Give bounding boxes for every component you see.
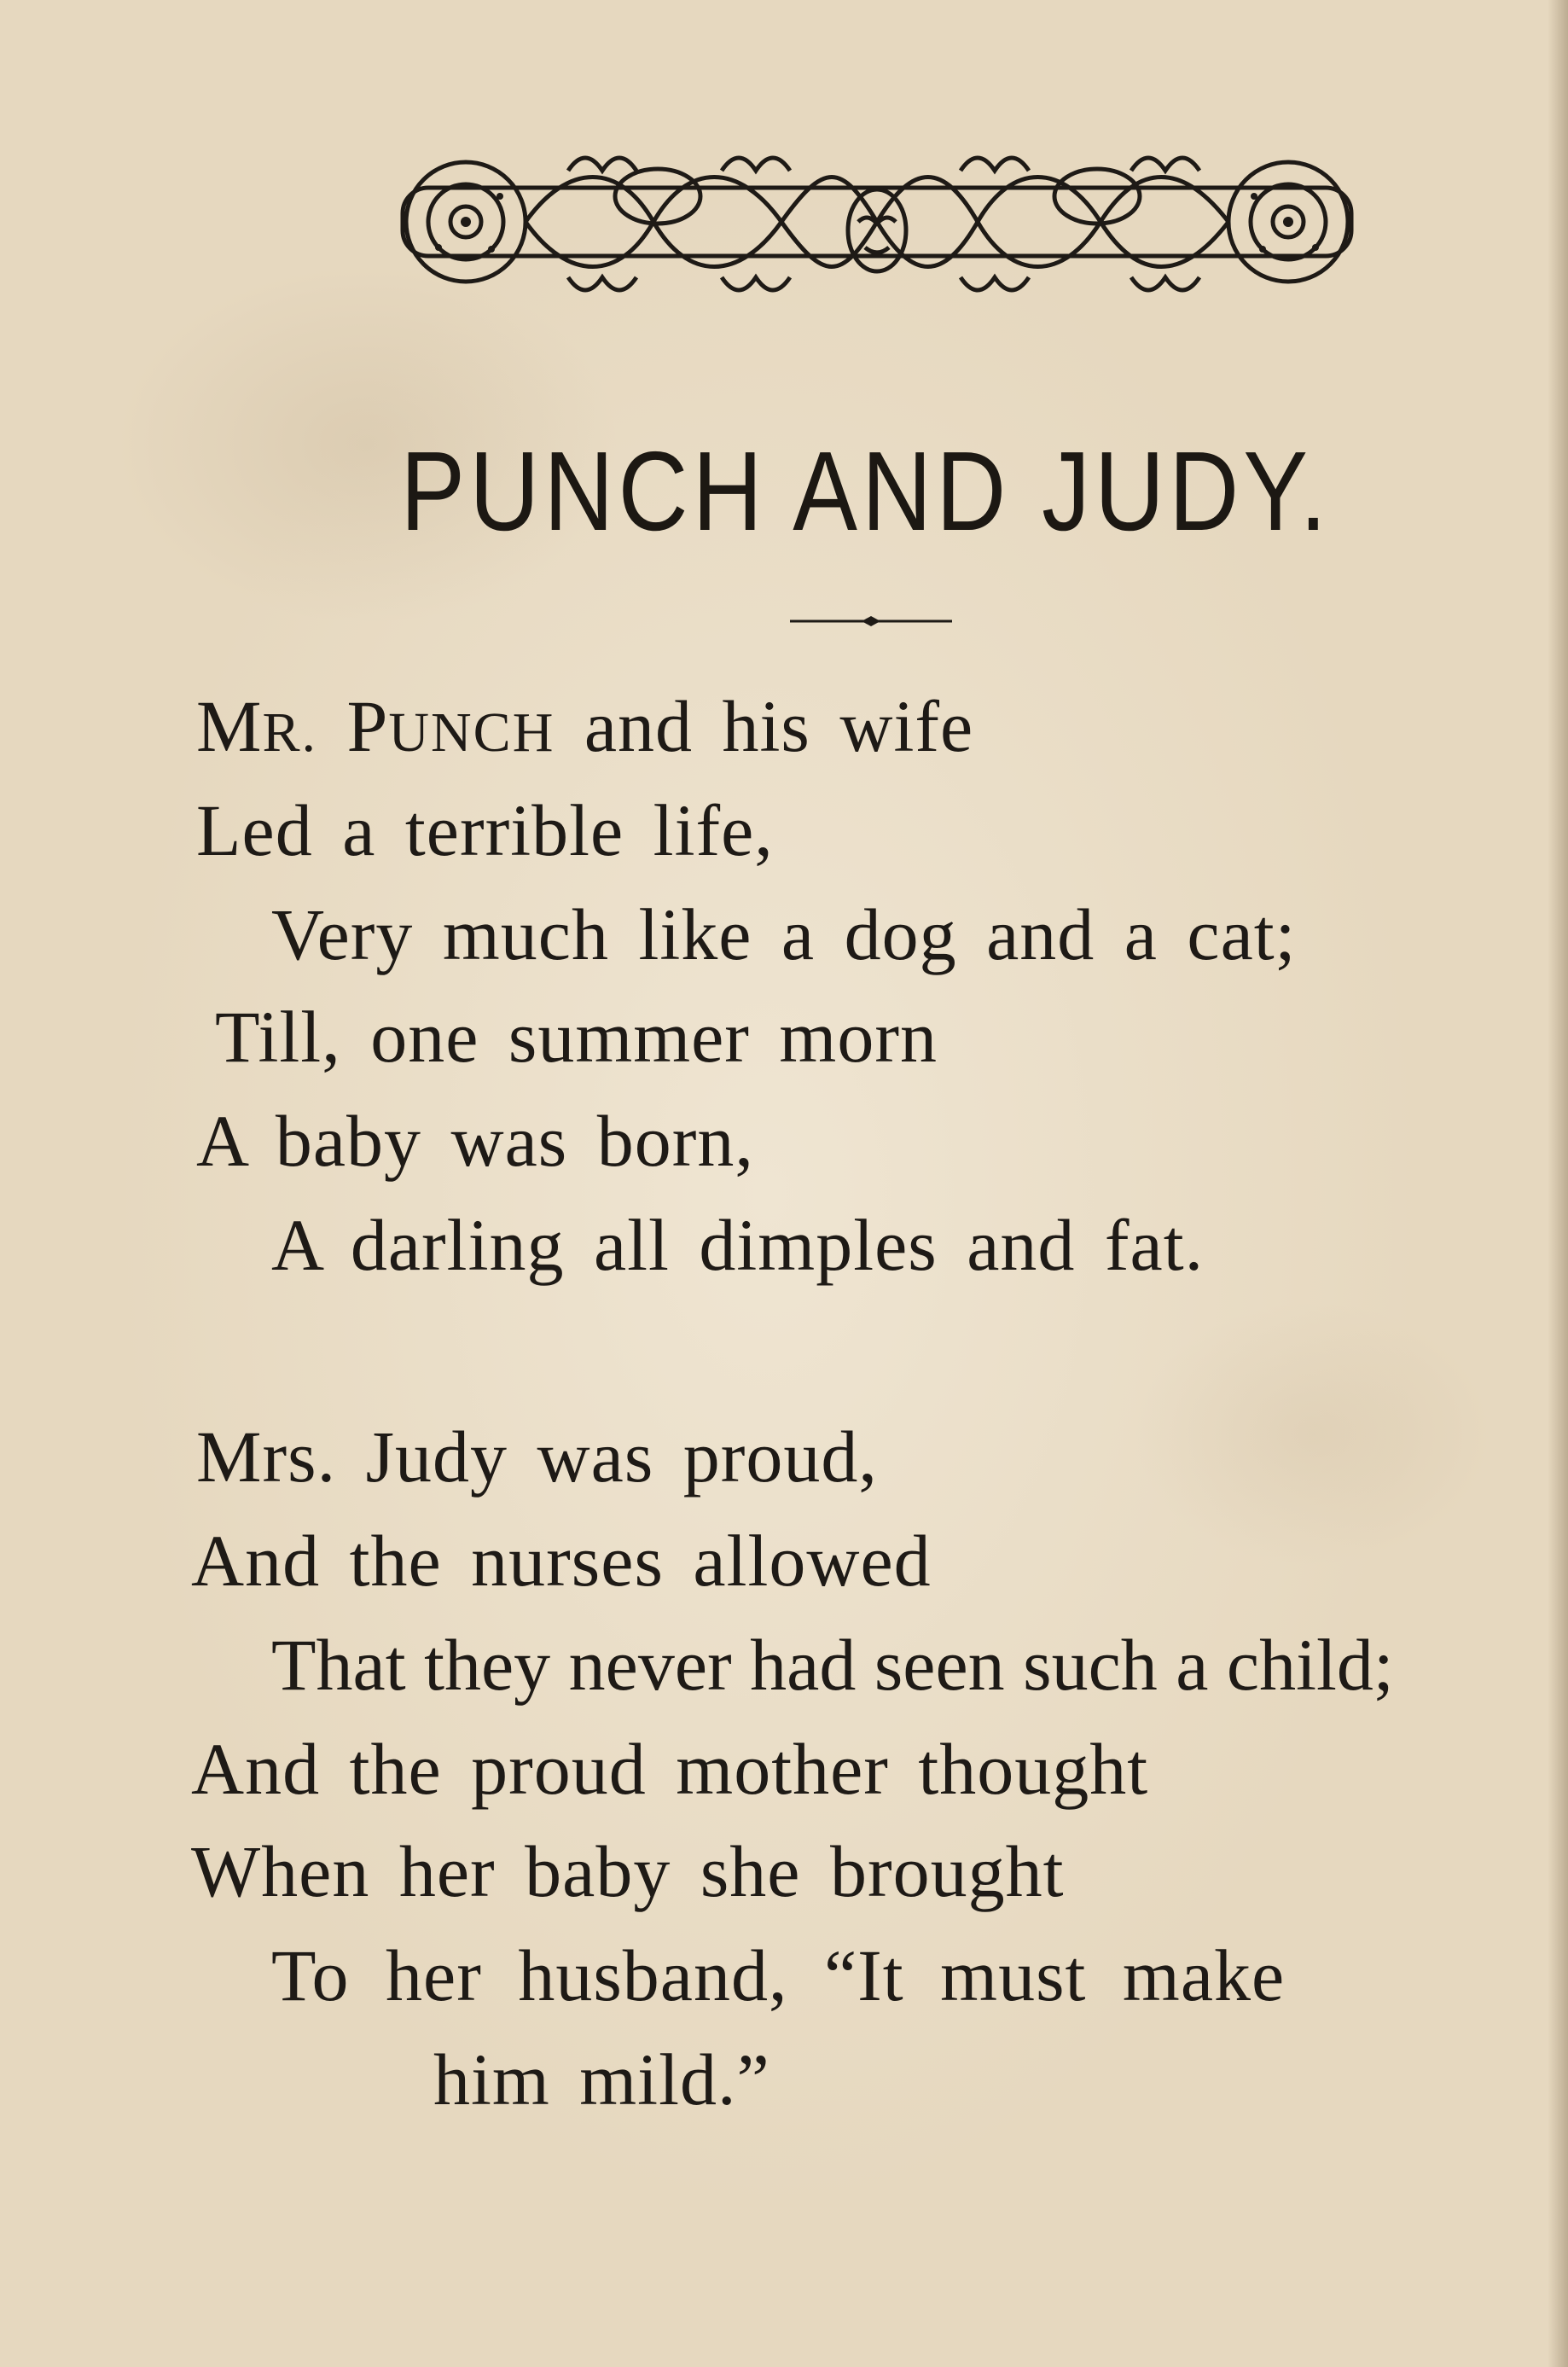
poem-line: And the nurses allowed [191,1520,932,1602]
small-caps-initial: M [196,685,263,767]
small-caps-initial: P [346,685,389,767]
poem-line: And the proud mother thought [191,1728,1149,1810]
poem-line: To her husband, “It must make [271,1934,1286,2016]
poem-line: him mild.” [433,2038,770,2120]
poem-line: Mrs. Judy was proud, [196,1416,878,1498]
poem-line: When her baby she brought [191,1830,1065,1912]
poem-line: That they never had seen such a child; [271,1624,1394,1706]
line-text: and his wife [584,685,974,767]
poem-line [196,685,974,767]
poem-line: Very much like a dog and a cat; [271,893,1297,975]
poem-line: A darling all dimples and fat. [271,1204,1205,1286]
poem-line: Led a terrible life, [196,789,774,871]
page-title: PUNCH AND JUDY. [400,428,1332,554]
poem-line: Till, one summer morn [215,996,938,1078]
small-caps-rest: UNCH [388,701,555,764]
poem-line: A baby was born, [196,1100,754,1182]
small-caps-rest: R. [262,701,317,764]
